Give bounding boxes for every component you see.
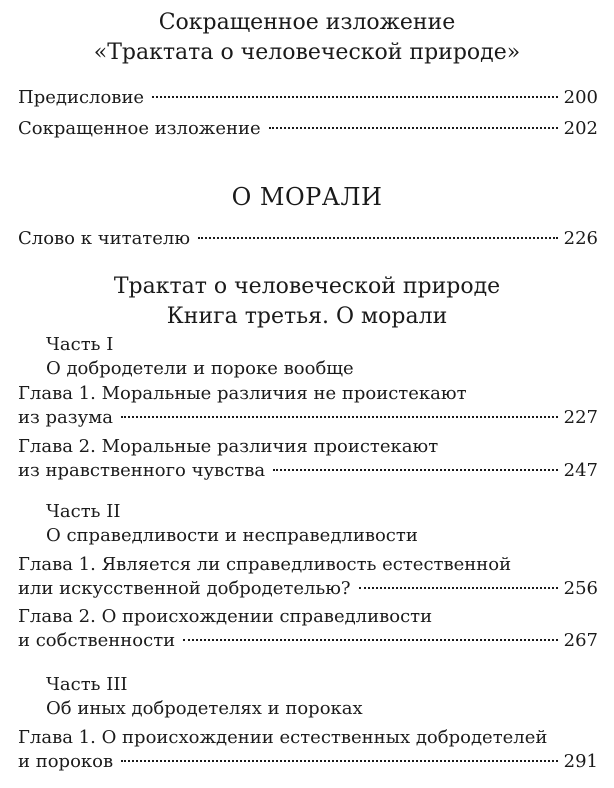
toc-entry[interactable]: [18, 577, 598, 603]
dot-leader: [273, 469, 558, 471]
page-number: 247: [563, 460, 598, 481]
chapter-title[interactable]: Глава 1. Является ли справедливость естественной: [18, 554, 512, 575]
entry-label: Предисловие: [18, 87, 145, 108]
section-title: О МОРАЛИ: [231, 183, 383, 211]
page-number: 226: [563, 228, 598, 249]
toc-entry[interactable]: [18, 227, 598, 253]
section-title-line: Трактат о человеческой природе: [113, 274, 501, 299]
dot-leader: [269, 127, 558, 129]
page-number: 256: [563, 578, 598, 599]
section-title-line: Сокращенное изложение: [158, 10, 456, 35]
dot-leader: [121, 760, 558, 762]
part-label: Часть II: [46, 501, 121, 522]
page-number: 202: [563, 118, 598, 139]
part-label: Часть III: [46, 674, 128, 695]
section-title-line: Книга третья. О морали: [166, 304, 448, 329]
page-number: 267: [563, 630, 598, 651]
part-title: Об иных добродетелях и пороках: [46, 698, 363, 719]
dot-leader: [152, 96, 558, 98]
part-title: О справедливости и несправедливости: [46, 525, 418, 546]
toc-entry[interactable]: [18, 750, 598, 776]
entry-label: или искусственной добродетелью?: [18, 578, 351, 599]
entry-label: и собственности: [18, 630, 176, 651]
dot-leader: [359, 587, 558, 589]
entry-label: Сокращенное изложение: [18, 118, 261, 139]
toc-entry[interactable]: [18, 459, 598, 485]
chapter-title[interactable]: Глава 1. Моральные различия не проистекают: [18, 383, 467, 404]
dot-leader: [198, 237, 558, 239]
chapter-title[interactable]: Глава 2. Моральные различия проистекают: [18, 436, 439, 457]
part-title: О добродетели и пороке вообще: [46, 358, 354, 379]
page-number: 291: [563, 751, 598, 772]
dot-leader: [183, 639, 557, 641]
toc-entry[interactable]: [18, 117, 598, 143]
toc-entry[interactable]: [18, 406, 598, 432]
section-title-line: «Трактата о человеческой природе»: [93, 40, 521, 65]
part-label: Часть I: [46, 334, 114, 355]
chapter-title[interactable]: Глава 2. О происхождении справедливости: [18, 606, 433, 627]
entry-label: Слово к читателю: [18, 228, 191, 249]
chapter-title[interactable]: Глава 1. О происхождении естественных добродетелей: [18, 727, 548, 748]
page-number: 200: [563, 87, 598, 108]
toc-entry[interactable]: [18, 629, 598, 655]
entry-label: и пороков: [18, 751, 114, 772]
page-number: 227: [563, 407, 598, 428]
entry-label: из разума: [18, 407, 113, 428]
toc-entry[interactable]: [18, 86, 598, 112]
dot-leader: [121, 416, 558, 418]
entry-label: из нравственного чувства: [18, 460, 266, 481]
